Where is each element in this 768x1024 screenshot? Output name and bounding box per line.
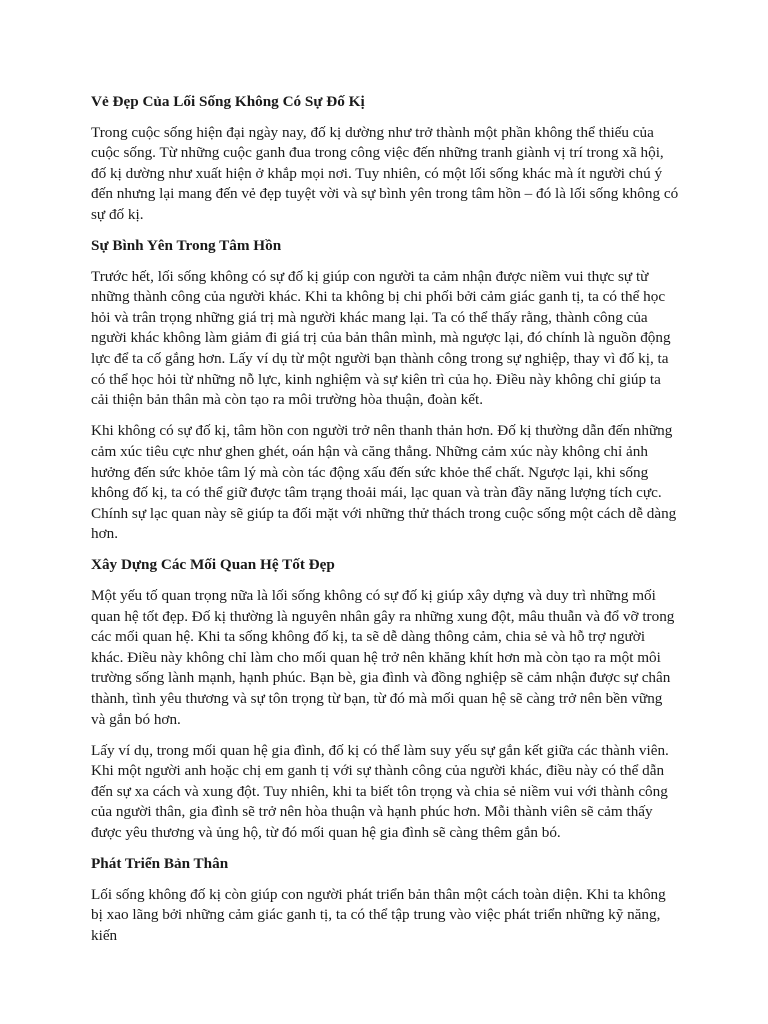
paragraph: Lối sống không đố kị còn giúp con người phát triển bản thân một cách toàn diện. Khi ta không bị xao lãng bởi những cảm giác ganh tị, ta có thể tập trung vào việc phát triển những kỹ năng, kiến (91, 885, 666, 944)
intro-paragraph: Trong cuộc sống hiện đại ngày nay, đố kị dường như trở thành một phần không thể thiếu của cuộc sống. Từ những cuộc ganh đua trong công việc đến những tranh giành vị trí trong xã hội, đố kị dường như xuất hiện ở khắp mọi nơi. Tuy nhiên, có một lối sống khác mà ít người chú ý đến nhưng lại mang đến vẻ đẹp tuyệt vời và sự bình yên trong tâm hồn – đó là lối sống không có sự đố kị. (91, 123, 679, 223)
paragraph: Lấy ví dụ, trong mối quan hệ gia đình, đố kị có thể làm suy yếu sự gắn kết giữa các thành viên. Khi một người anh hoặc chị em ganh tị với sự thành công của người khác, điều này có thể dẫn đến sự xa cách và xung đột. Tuy nhiên, khi ta biết tôn trọng và chia sẻ niềm vui với thành công của người thân, gia đình sẽ trở nên hòa thuận và hạnh phúc hơn. Mỗi thành viên sẽ cảm thấy được yêu thương và ủng hộ, từ đó mối quan hệ gia đình sẽ càng thêm gắn bó. (91, 741, 669, 841)
document-title: Vẻ Đẹp Của Lối Sống Không Có Sự Đố Kị (91, 93, 365, 110)
section-heading-relationships: Xây Dựng Các Mối Quan Hệ Tốt Đẹp (91, 556, 335, 574)
paragraph: Một yếu tố quan trọng nữa là lối sống không có sự đố kị giúp xây dựng và duy trì những mối quan hệ tốt đẹp. Đố kị thường là nguyên nhân gây ra những xung đột, mâu thuẫn và đổ vỡ trong các mối quan hệ. Khi ta sống không đố kị, ta sẽ dễ dàng thông cảm, chia sẻ và hỗ trợ người khác. Điều này không chỉ làm cho mối quan hệ trở nên khăng khít hơn mà còn tạo ra một môi trường sống lành mạnh, hạnh phúc. Bạn bè, gia đình và đồng nghiệp sẽ cảm nhận được sự chân thành, tình yêu thương và sự tôn trọng từ bạn, từ đó mà mối quan hệ sẽ càng trở nên bền vững và gắn bó hơn. (91, 586, 675, 728)
section-heading-self-development: Phát Triển Bản Thân (91, 855, 229, 873)
section-heading-inner-peace: Sự Bình Yên Trong Tâm Hồn (91, 237, 282, 255)
document-page (91, 92, 679, 957)
paragraph: Trước hết, lối sống không có sự đố kị giúp con người ta cảm nhận được niềm vui thực sự từ những thành công của người khác. Khi ta không bị chi phối bởi cảm giác ganh tị, ta có thể học hỏi và trân trọng những giá trị mà người khác mang lại. Ta có thể thấy rằng, thành công của người khác không làm giảm đi giá trị của bản thân mình, mà ngược lại, đó chính là nguồn động lực để ta cố gắng hơn. Lấy ví dụ từ một người bạn thành công trong sự nghiệp, thay vì đố kị, ta có thể học hỏi từ những nỗ lực, kinh nghiệm và sự kiên trì của họ. Điều này không chỉ giúp ta cải thiện bản thân mà còn tạo ra môi trường hòa thuận, đoàn kết. (91, 267, 671, 409)
paragraph: Khi không có sự đố kị, tâm hồn con người trở nên thanh thản hơn. Đố kị thường dẫn đến những cảm xúc tiêu cực như ghen ghét, oán hận và căng thẳng. Những cảm xúc này không chỉ ảnh hưởng đến sức khỏe tâm lý mà còn tác động xấu đến sức khỏe thể chất. Ngược lại, khi sống không đố kị, ta có thể giữ được tâm trạng thoải mái, lạc quan và tràn đầy năng lượng tích cực. Chính sự lạc quan này sẽ giúp ta đối mặt với những thử thách trong cuộc sống một cách dễ dàng hơn. (91, 422, 677, 543)
